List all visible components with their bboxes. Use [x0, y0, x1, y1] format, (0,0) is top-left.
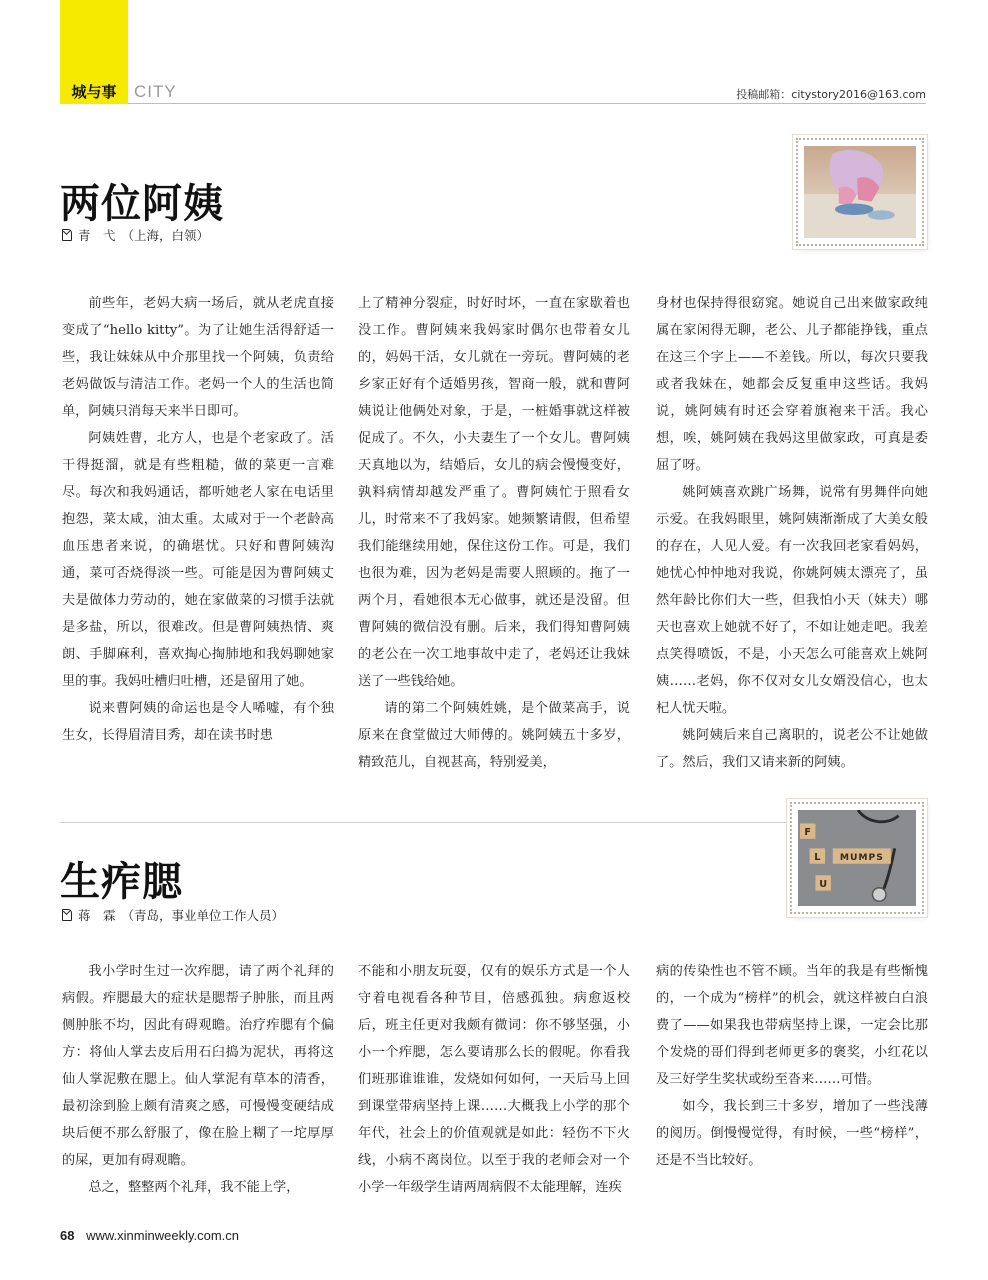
block-letter: F	[804, 826, 811, 838]
mumps-photo-icon	[798, 810, 916, 906]
website-url: www.xinminweekly.com.cn	[86, 1228, 240, 1243]
header-color-block	[60, 0, 128, 80]
article1-column-2	[358, 290, 630, 776]
article1-author: 青 弋	[78, 228, 116, 243]
article2-author: 蒋 霖	[78, 908, 116, 923]
paragraph: 不能和小朋友玩耍，仅有的娱乐方式是一个人守着电视看各种节目，倍感孤独。病愈返校后，班主任更对我颇有微词：你不够坚强，小小一个痄腮，怎么要请那么长的假呢。你看我们班那谁谁谁，发烧如何如何，一天后马上回到课堂带病坚持上课……大概我上小学的那个年代，社会上的价值观就是如此：轻伤不下火线，小病不离岗位。以至于我的老师会对一个小学一年级学生请两周病假不太能理解，连疾	[358, 964, 630, 1195]
paragraph: 请的第二个阿姨姓姚，是个做菜高手，说原来在食堂做过大师傅的。姚阿姨五十多岁，精致范儿，自视甚高，特别爱美，	[358, 701, 630, 770]
page-number: 68	[60, 1228, 75, 1243]
article2-byline	[62, 906, 284, 924]
header-rule	[128, 103, 926, 104]
paragraph: 病的传染性也不管不顾。当年的我是有些惭愧的，一个成为“榜样”的机会，就这样被白白浪费了——如果我也带病坚持上课，一定会比那个发烧的哥们得到老师更多的褒奖，小红花以及三好学生奖状或纷至沓来……可惜。	[656, 964, 928, 1087]
paragraph: 说来曹阿姨的命运也是令人唏嘘，有个独生女，长得眉清目秀，却在读书时患	[62, 701, 334, 743]
article1-column-1	[62, 290, 334, 749]
article2-author-info: （青岛，事业单位工作人员）	[121, 908, 285, 923]
article2-column-1	[62, 958, 334, 1201]
pen-icon	[62, 909, 72, 921]
cleaning-photo-icon	[804, 146, 916, 238]
article2-stamp-image	[790, 802, 924, 914]
article1-column-3	[656, 290, 928, 776]
article1-author-info: （上海，白领）	[121, 228, 210, 243]
block-letter: L	[814, 851, 821, 863]
paragraph: 姚阿姨后来自己离职的，说老公不让她做了。然后，我们又请来新的阿姨。	[656, 728, 928, 770]
mumps-text: MUMPS	[839, 852, 884, 863]
section-tag: 城与事	[60, 80, 128, 104]
paragraph: 如今，我长到三十多岁，增加了一些浅薄的阅历。倒慢慢觉得，有时候，一些“榜样”，还是不当比较好。	[656, 1099, 928, 1168]
pen-icon	[62, 229, 72, 241]
block-letter: U	[819, 878, 828, 890]
article2-title: 生痄腮	[60, 858, 183, 905]
page-footer	[60, 1228, 239, 1243]
paragraph: 身材也保持得很窈窕。她说自己出来做家政纯属在家闲得无聊，老公、儿子都能挣钱，重点在这三个字上——不差钱。所以，每次只要我或者我妹在，她都会反复重申这些话。我妈说，姚阿姨有时还会穿着旗袍来干活。我心想，唉，姚阿姨在我妈这里做家政，可真是委屈了呀。	[656, 296, 928, 473]
submission-email: 投稿邮箱：citystory2016@163.com	[736, 88, 926, 101]
paragraph: 上了精神分裂症，时好时坏，一直在家歇着也没工作。曹阿姨来我妈家时偶尔也带着女儿的，妈妈干活，女儿就在一旁玩。曹阿姨的老乡家正好有个适婚男孩，智商一般，就和曹阿姨说让他俩处对象，于是，一桩婚事就这样被促成了。不久，小夫妻生了一个女儿。曹阿姨天真地以为，结婚后，女儿的病会慢慢变好，孰料病情却越发严重了。曹阿姨忙于照看女儿，时常来不了我妈家。她频繁请假，但希望我们能继续用她，保住这份工作。可是，我们也很为难，因为老妈是需要人照顾的。拖了一两个月，看她很本无心做事，就还是没留。但曹阿姨的微信没有删。后来，我们得知曹阿姨的老公在一次工地事故中走了，老妈还让我妹送了一些钱给她。	[358, 296, 630, 689]
section-tag-english: CITY	[134, 82, 177, 101]
paragraph: 姚阿姨喜欢跳广场舞，说常有男舞伴向她示爱。在我妈眼里，姚阿姨渐渐成了大美女般的存在，人见人爱。有一次我回老家看妈妈，她忧心忡忡地对我说，你姚阿姨太漂亮了，虽然年龄比你们大一些，但我怕小天（妹夫）哪天也喜欢上她就不好了，不如让她走吧。我差点笑得喷饭，不是，小天怎么可能喜欢上姚阿姨……老妈，你不仅对女儿女婿没信心，也太杞人忧天啦。	[656, 485, 928, 716]
paragraph: 总之，整整两个礼拜，我不能上学，	[88, 1180, 300, 1195]
paragraph: 前些年，老妈大病一场后，就从老虎直接变成了“hello kitty”。为了让她生活得舒适一些，我让妹妹从中介那里找一个阿姨，负责给老妈做饭与清洁工作。老妈一个人的生活也简单，阿姨只消每天来半日即可。	[62, 296, 334, 419]
article1-stamp-image	[796, 138, 924, 246]
article2-column-3	[656, 958, 928, 1174]
article1-byline	[62, 226, 209, 244]
article2-column-2	[358, 958, 630, 1201]
article1-title: 两位阿姨	[60, 180, 224, 227]
paragraph: 阿姨姓曹，北方人，也是个老家政了。活干得挺溜，就是有些粗糙，做的菜更一言难尽。每次和我妈通话，都听她老人家在电话里抱怨，菜太咸，油太重。太咸对于一个老龄高血压患者来说，的确堪忧。只好和曹阿姨沟通，菜可否烧得淡一些。可能是因为曹阿姨丈夫是做体力劳动的，她在家做菜的习惯手法就是多盐，所以，很难改。但是曹阿姨热情、爽朗、手脚麻利，喜欢掏心掏肺地和我妈聊她家里的事。我妈吐槽归吐槽，还是留用了她。	[62, 431, 334, 689]
paragraph: 我小学时生过一次痄腮，请了两个礼拜的病假。痄腮最大的症状是腮帮子肿胀，而且两侧肿胀不均，因此有碍观瞻。治疗痄腮有个偏方：将仙人掌去皮后用石臼捣为泥状，再将这仙人掌泥敷在腮上。仙人掌泥有草本的清香，最初涂到脸上颇有清爽之感，可慢慢变硬结成块后便不那么舒服了，像在脸上糊了一坨厚厚的屎，更加有碍观瞻。	[62, 964, 334, 1168]
